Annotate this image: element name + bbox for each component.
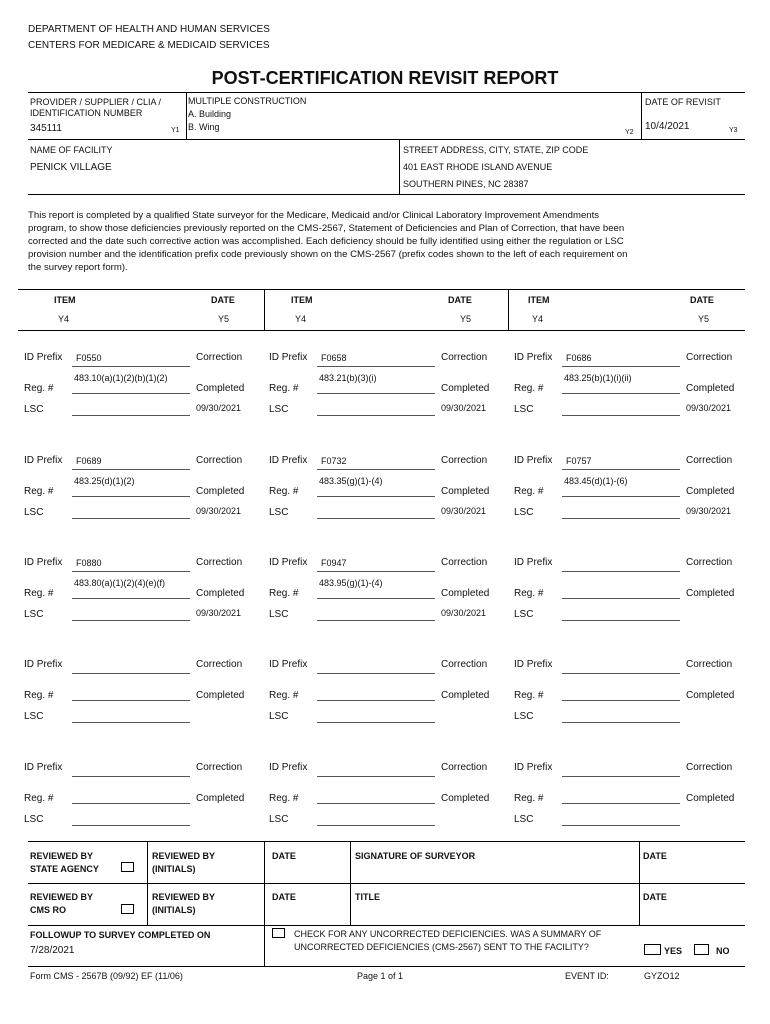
id-prefix-label: ID Prefix bbox=[24, 659, 63, 670]
correction-label: Correction bbox=[686, 557, 733, 568]
lsc-label: LSC bbox=[514, 711, 534, 722]
centers-name: CENTERS FOR MEDICARE & MEDICAID SERVICES bbox=[28, 40, 270, 51]
correction-label: Correction bbox=[441, 557, 488, 568]
completed-label: Completed bbox=[196, 383, 245, 394]
reviewed-by-label: REVIEWED BY bbox=[30, 851, 94, 861]
date-header: DATE bbox=[448, 295, 472, 305]
id-prefix-label: ID Prefix bbox=[24, 352, 63, 363]
yes-checkbox[interactable] bbox=[644, 944, 661, 955]
id-prefix-label: ID Prefix bbox=[24, 557, 63, 568]
y5-code: Y5 bbox=[460, 314, 472, 324]
reg-number-label: Reg. # bbox=[269, 793, 299, 804]
lsc-label: LSC bbox=[514, 404, 534, 415]
intro-line: This report is completed by a qualified State surveyor for the Medicare, Medicaid and/or Clinical Laboratory Improvement Amendments bbox=[28, 210, 600, 221]
form-number: Form CMS - 2567B (09/92) EF (11/06) bbox=[30, 971, 183, 981]
y3-code: Y3 bbox=[729, 127, 738, 134]
reg-number-value: 483.80(a)(1)(2)(4)(e)(f) bbox=[74, 578, 166, 588]
reviewed-by-initials-label: REVIEWED BY bbox=[152, 892, 216, 902]
completed-label: Completed bbox=[196, 690, 245, 701]
correction-label: Correction bbox=[441, 659, 488, 670]
deficiency-cell bbox=[269, 762, 509, 842]
lsc-label: LSC bbox=[24, 711, 44, 722]
building-label: A. Building bbox=[188, 109, 232, 119]
id-prefix-value: F0732 bbox=[321, 456, 347, 466]
id-prefix-label: ID Prefix bbox=[269, 352, 308, 363]
y5-code: Y5 bbox=[218, 314, 230, 324]
id-prefix-value: F0658 bbox=[321, 353, 347, 363]
state-agency-checkbox[interactable] bbox=[121, 862, 134, 872]
reg-number-value: 483.35(g)(1)-(4) bbox=[319, 476, 383, 486]
lsc-label: LSC bbox=[24, 404, 44, 415]
lsc-label: LSC bbox=[24, 507, 44, 518]
deficiency-cell bbox=[514, 352, 754, 432]
lsc-label: LSC bbox=[269, 404, 289, 415]
reg-number-label: Reg. # bbox=[514, 690, 544, 701]
reg-number-value: 483.25(b)(1)(i)(ii) bbox=[564, 373, 632, 383]
completed-date-value: 09/30/2021 bbox=[441, 506, 487, 516]
reviewed-by-label: REVIEWED BY bbox=[30, 892, 94, 902]
completed-label: Completed bbox=[686, 793, 735, 804]
completed-date-value: 09/30/2021 bbox=[441, 403, 487, 413]
completed-label: Completed bbox=[686, 588, 735, 599]
id-prefix-label: ID Prefix bbox=[24, 455, 63, 466]
id-prefix-label: ID Prefix bbox=[514, 455, 553, 466]
signature-label: SIGNATURE OF SURVEYOR bbox=[355, 851, 476, 861]
completed-date-value: 09/30/2021 bbox=[686, 506, 732, 516]
form-title: POST-CERTIFICATION REVISIT REPORT bbox=[211, 68, 559, 88]
date-header: DATE bbox=[211, 295, 235, 305]
cms-ro-checkbox[interactable] bbox=[121, 904, 134, 914]
followup-date: 7/28/2021 bbox=[30, 945, 75, 956]
item-header: ITEM bbox=[528, 295, 550, 305]
id-prefix-value: F0757 bbox=[566, 456, 592, 466]
correction-label: Correction bbox=[196, 352, 243, 363]
reg-number-label: Reg. # bbox=[269, 486, 299, 497]
reg-number-label: Reg. # bbox=[269, 690, 299, 701]
y4-code: Y4 bbox=[532, 314, 544, 324]
reg-number-value: 483.10(a)(1)(2)(b)(1)(2) bbox=[74, 373, 168, 383]
initials-label: (INITIALS) bbox=[152, 905, 196, 915]
address-line-2: SOUTHERN PINES, NC 28387 bbox=[403, 179, 529, 189]
id-prefix-value: F0947 bbox=[321, 558, 347, 568]
completed-label: Completed bbox=[441, 383, 490, 394]
id-prefix-label: ID Prefix bbox=[514, 557, 553, 568]
id-prefix-label: ID Prefix bbox=[269, 557, 308, 568]
completed-label: Completed bbox=[196, 588, 245, 599]
id-prefix-value: F0689 bbox=[76, 456, 102, 466]
no-checkbox[interactable] bbox=[694, 944, 709, 955]
id-prefix-label: ID Prefix bbox=[514, 659, 553, 670]
reg-number-label: Reg. # bbox=[269, 588, 299, 599]
completed-label: Completed bbox=[441, 690, 490, 701]
reg-number-label: Reg. # bbox=[24, 383, 54, 394]
deficiency-cell bbox=[24, 352, 264, 432]
uncorrected-question: CHECK FOR ANY UNCORRECTED DEFICIENCIES. WAS A SUMMARY OF bbox=[294, 929, 602, 939]
y1-code: Y1 bbox=[171, 127, 180, 134]
completed-label: Completed bbox=[441, 486, 490, 497]
completed-date-value: 09/30/2021 bbox=[196, 608, 242, 618]
reg-number-label: Reg. # bbox=[24, 486, 54, 497]
id-prefix-label: ID Prefix bbox=[24, 762, 63, 773]
state-agency-label: STATE AGENCY bbox=[30, 864, 99, 874]
completed-label: Completed bbox=[441, 793, 490, 804]
address-line-1: 401 EAST RHODE ISLAND AVENUE bbox=[403, 162, 553, 172]
completed-date-value: 09/30/2021 bbox=[686, 403, 732, 413]
deficiency-cell bbox=[24, 659, 264, 739]
reg-number-value: 483.95(g)(1)-(4) bbox=[319, 578, 383, 588]
yes-label: YES bbox=[664, 946, 683, 956]
correction-label: Correction bbox=[441, 455, 488, 466]
deficiency-cell bbox=[24, 762, 264, 842]
id-prefix-label: ID Prefix bbox=[514, 762, 553, 773]
followup-label: FOLLOWUP TO SURVEY COMPLETED ON bbox=[30, 930, 211, 940]
id-prefix-label: ID Prefix bbox=[269, 762, 308, 773]
lsc-label: LSC bbox=[269, 814, 289, 825]
reg-number-label: Reg. # bbox=[514, 588, 544, 599]
date-label: DATE bbox=[272, 851, 296, 861]
correction-label: Correction bbox=[441, 352, 488, 363]
correction-label: Correction bbox=[686, 762, 733, 773]
date-label: DATE bbox=[643, 851, 667, 861]
deficiency-cell bbox=[514, 557, 754, 637]
cms-ro-label: CMS RO bbox=[30, 905, 66, 915]
id-prefix-value: F0550 bbox=[76, 353, 102, 363]
reg-number-label: Reg. # bbox=[514, 793, 544, 804]
provider-label: PROVIDER / SUPPLIER / CLIA / bbox=[30, 97, 162, 107]
correction-label: Correction bbox=[196, 455, 243, 466]
correction-label: Correction bbox=[441, 762, 488, 773]
id-prefix-value: F0686 bbox=[566, 353, 592, 363]
completed-label: Completed bbox=[686, 383, 735, 394]
deficiency-cell bbox=[269, 557, 509, 637]
correction-label: Correction bbox=[686, 455, 733, 466]
reg-number-label: Reg. # bbox=[514, 383, 544, 394]
construction-label: MULTIPLE CONSTRUCTION bbox=[188, 96, 307, 106]
date-label: DATE bbox=[272, 892, 296, 902]
reg-number-value: 483.25(d)(1)(2) bbox=[74, 476, 135, 486]
completed-date-value: 09/30/2021 bbox=[196, 403, 242, 413]
completed-label: Completed bbox=[686, 486, 735, 497]
correction-label: Correction bbox=[196, 762, 243, 773]
uncorrected-checkbox[interactable] bbox=[272, 928, 285, 938]
deficiency-cell bbox=[514, 762, 754, 842]
y4-code: Y4 bbox=[58, 314, 70, 324]
lsc-label: LSC bbox=[514, 609, 534, 620]
reg-number-label: Reg. # bbox=[514, 486, 544, 497]
completed-label: Completed bbox=[441, 588, 490, 599]
id-prefix-label: ID Prefix bbox=[514, 352, 553, 363]
reg-number-label: Reg. # bbox=[24, 690, 54, 701]
revisit-date-label: DATE OF REVISIT bbox=[645, 97, 721, 107]
facility-name-label: NAME OF FACILITY bbox=[30, 145, 113, 155]
lsc-label: LSC bbox=[269, 711, 289, 722]
id-prefix-value: F0880 bbox=[76, 558, 102, 568]
date-header: DATE bbox=[690, 295, 714, 305]
reg-number-label: Reg. # bbox=[24, 793, 54, 804]
reviewed-by-initials-label: REVIEWED BY bbox=[152, 851, 216, 861]
facility-name-value: PENICK VILLAGE bbox=[30, 162, 112, 173]
id-prefix-label: ID Prefix bbox=[269, 455, 308, 466]
lsc-label: LSC bbox=[514, 814, 534, 825]
revisit-date-value: 10/4/2021 bbox=[645, 121, 690, 132]
item-header: ITEM bbox=[291, 295, 313, 305]
intro-line: corrected and the date such corrective action was accomplished. Each deficiency should be fully identified using either the regulation or LSC bbox=[28, 236, 624, 247]
deficiency-cell bbox=[269, 659, 509, 739]
y2-code: Y2 bbox=[625, 129, 634, 136]
completed-label: Completed bbox=[686, 690, 735, 701]
deficiency-cell bbox=[269, 455, 509, 535]
provider-label-2: IDENTIFICATION NUMBER bbox=[30, 108, 143, 118]
date-label: DATE bbox=[643, 892, 667, 902]
y4-code: Y4 bbox=[295, 314, 307, 324]
lsc-label: LSC bbox=[269, 609, 289, 620]
lsc-label: LSC bbox=[24, 814, 44, 825]
intro-line: the survey report form). bbox=[28, 262, 128, 273]
deficiency-cell bbox=[514, 659, 754, 739]
wing-label: B. Wing bbox=[188, 122, 220, 132]
item-header: ITEM bbox=[54, 295, 76, 305]
intro-line: provision number and the identification prefix code previously shown on the CMS-2567 (prefix codes shown to the left of each requirement on bbox=[28, 249, 628, 260]
correction-label: Correction bbox=[196, 659, 243, 670]
correction-label: Correction bbox=[196, 557, 243, 568]
id-prefix-label: ID Prefix bbox=[269, 659, 308, 670]
title-label: TITLE bbox=[355, 892, 380, 902]
initials-label: (INITIALS) bbox=[152, 864, 196, 874]
intro-line: program, to show those deficiencies previously reported on the CMS-2567, Statement of Deficiencies and Plan of Correction, that have been bbox=[28, 223, 625, 234]
completed-date-value: 09/30/2021 bbox=[441, 608, 487, 618]
y5-code: Y5 bbox=[698, 314, 710, 324]
completed-label: Completed bbox=[196, 793, 245, 804]
correction-label: Correction bbox=[686, 352, 733, 363]
reg-number-label: Reg. # bbox=[24, 588, 54, 599]
deficiency-cell bbox=[514, 455, 754, 535]
lsc-label: LSC bbox=[24, 609, 44, 620]
address-label: STREET ADDRESS, CITY, STATE, ZIP CODE bbox=[403, 145, 589, 155]
event-id-value: GYZO12 bbox=[644, 971, 680, 981]
event-id-label: EVENT ID: bbox=[565, 971, 609, 981]
lsc-label: LSC bbox=[269, 507, 289, 518]
page-number: Page 1 of 1 bbox=[357, 971, 404, 981]
reg-number-value: 483.21(b)(3)(i) bbox=[319, 373, 377, 383]
deficiency-cell bbox=[269, 352, 509, 432]
provider-number: 345111 bbox=[30, 123, 62, 134]
completed-date-value: 09/30/2021 bbox=[196, 506, 242, 516]
completed-label: Completed bbox=[196, 486, 245, 497]
reg-number-value: 483.45(d)(1)-(6) bbox=[564, 476, 628, 486]
correction-label: Correction bbox=[686, 659, 733, 670]
no-label: NO bbox=[716, 946, 730, 956]
reg-number-label: Reg. # bbox=[269, 383, 299, 394]
lsc-label: LSC bbox=[514, 507, 534, 518]
deficiency-cell bbox=[24, 455, 264, 535]
department-name: DEPARTMENT OF HEALTH AND HUMAN SERVICES bbox=[28, 24, 270, 35]
uncorrected-question-2: UNCORRECTED DEFICIENCIES (CMS-2567) SENT TO THE FACILITY? bbox=[294, 942, 589, 952]
deficiency-cell bbox=[24, 557, 264, 637]
